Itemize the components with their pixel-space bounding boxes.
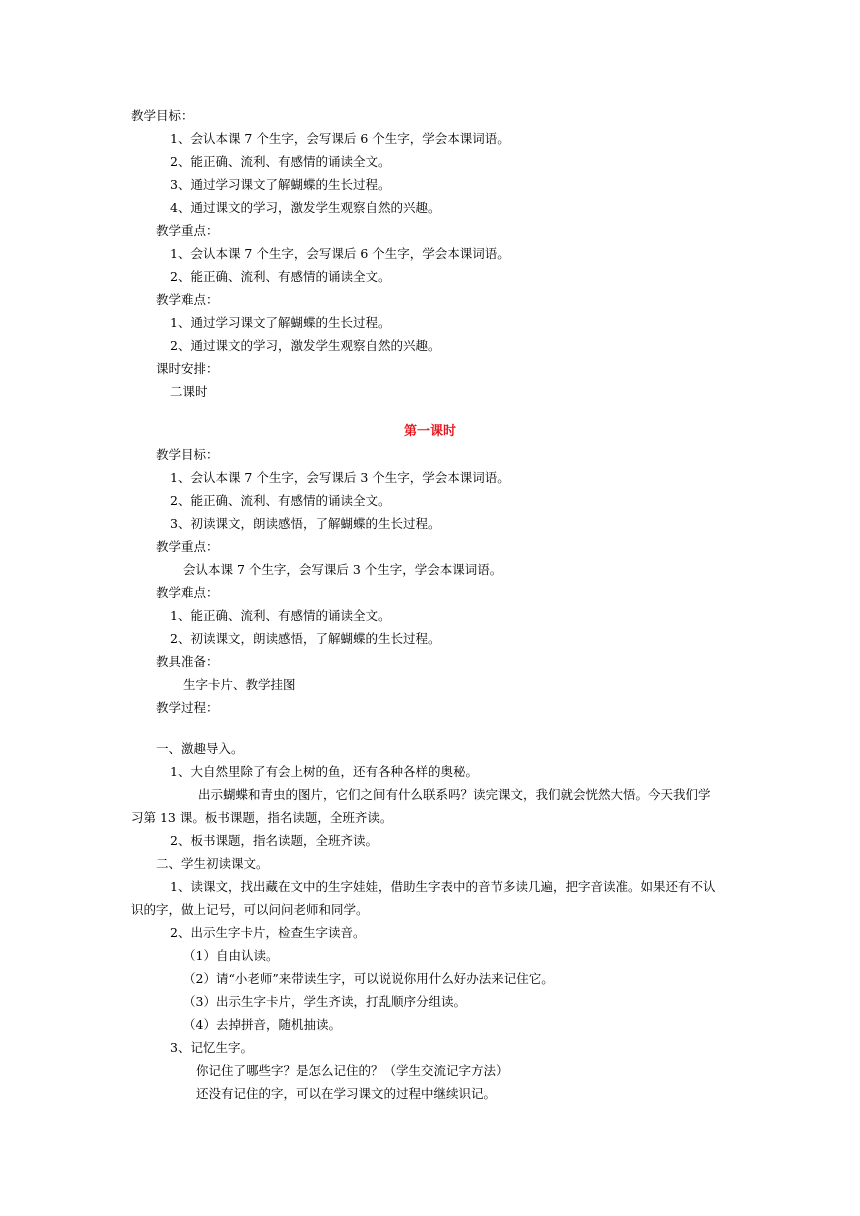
process-paragraph-line: 习第 13 课。板书课题，指名读题，全班齐读。	[131, 810, 393, 825]
process-paragraph-line: 还没有记住的字，可以在学习课文的过程中继续识记。	[196, 1086, 497, 1101]
process-step-heading: 一、激趣导入。	[156, 741, 244, 756]
process-sub-item: （1）自由认读。	[183, 948, 279, 963]
process-paragraph-line: 你记住了哪些字？是怎么记住的？（学生交流记字方法）	[196, 1063, 509, 1078]
process-sub-item: （4）去掉拼音，随机抽读。	[183, 1017, 341, 1032]
lesson-title: 第一课时	[403, 424, 456, 439]
schedule-value: 二课时	[170, 384, 208, 399]
difficult-point-item: 1、通过学习课文了解蝴蝶的生长过程。	[170, 315, 391, 330]
goal-item: 2、能正确、流利、有感情的诵读全文。	[170, 154, 391, 169]
goal-item: 4、通过课文的学习，激发学生观察自然的兴趣。	[170, 200, 441, 215]
lesson-difficult-item: 1、能正确、流利、有感情的诵读全文。	[170, 608, 391, 623]
tools-value: 生字卡片、教学挂图	[183, 677, 296, 692]
process-item: 1、大自然里除了有会上树的鱼，还有各种各样的奥秘。	[170, 764, 478, 779]
lesson-goal-item: 1、会认本课 7 个生字，会写课后 3 个生字，学会本课词语。	[170, 470, 510, 485]
process-item: 3、记忆生字。	[170, 1040, 253, 1055]
lesson-key-point: 会认本课 7 个生字，会写课后 3 个生字，学会本课词语。	[183, 562, 503, 577]
process-paragraph-line: 识的字，做上记号，可以问问老师和同学。	[131, 902, 369, 917]
process-heading: 教学过程：	[156, 700, 219, 715]
lesson-goal-item: 3、初读课文，朗读感悟，了解蝴蝶的生长过程。	[170, 516, 441, 531]
goal-item: 1、会认本课 7 个生字，会写课后 6 个生字，学会本课词语。	[170, 131, 510, 146]
key-point-item: 2、能正确、流利、有感情的诵读全文。	[170, 269, 391, 284]
tools-heading: 教具准备：	[156, 654, 219, 669]
process-paragraph-line: 1、读课文，找出藏在文中的生字娃娃，借助生字表中的音节多读几遍，把字音读准。如果还有不认	[170, 879, 716, 894]
lesson-key-heading: 教学重点：	[156, 539, 219, 554]
lesson-difficult-heading: 教学难点：	[156, 585, 219, 600]
process-paragraph-line: 出示蝴蝶和青虫的图片，它们之间有什么联系吗？读完课文，我们就会恍然大悟。今天我们学	[198, 787, 711, 802]
process-item: 2、出示生字卡片，检查生字读音。	[170, 925, 366, 940]
process-item: 2、板书课题，指名读题，全班齐读。	[170, 833, 378, 848]
process-step-heading: 二、学生初读课文。	[156, 856, 269, 871]
process-sub-item: （3）出示生字卡片，学生齐读，打乱顺序分组读。	[183, 994, 466, 1009]
goals-heading: 教学目标：	[131, 108, 194, 123]
difficult-points-heading: 教学难点：	[156, 292, 219, 307]
difficult-point-item: 2、通过课文的学习，激发学生观察自然的兴趣。	[170, 338, 441, 353]
key-point-item: 1、会认本课 7 个生字，会写课后 6 个生字，学会本课词语。	[170, 246, 510, 261]
lesson-difficult-item: 2、初读课文，朗读感悟，了解蝴蝶的生长过程。	[170, 631, 441, 646]
schedule-heading: 课时安排：	[156, 361, 219, 376]
lesson-goals-heading: 教学目标：	[156, 447, 219, 462]
key-points-heading: 教学重点：	[156, 223, 219, 238]
goal-item: 3、通过学习课文了解蝴蝶的生长过程。	[170, 177, 391, 192]
lesson-goal-item: 2、能正确、流利、有感情的诵读全文。	[170, 493, 391, 508]
process-sub-item: （2）请“小老师”来带读生字，可以说说你用什么好办法来记住它。	[183, 971, 554, 986]
